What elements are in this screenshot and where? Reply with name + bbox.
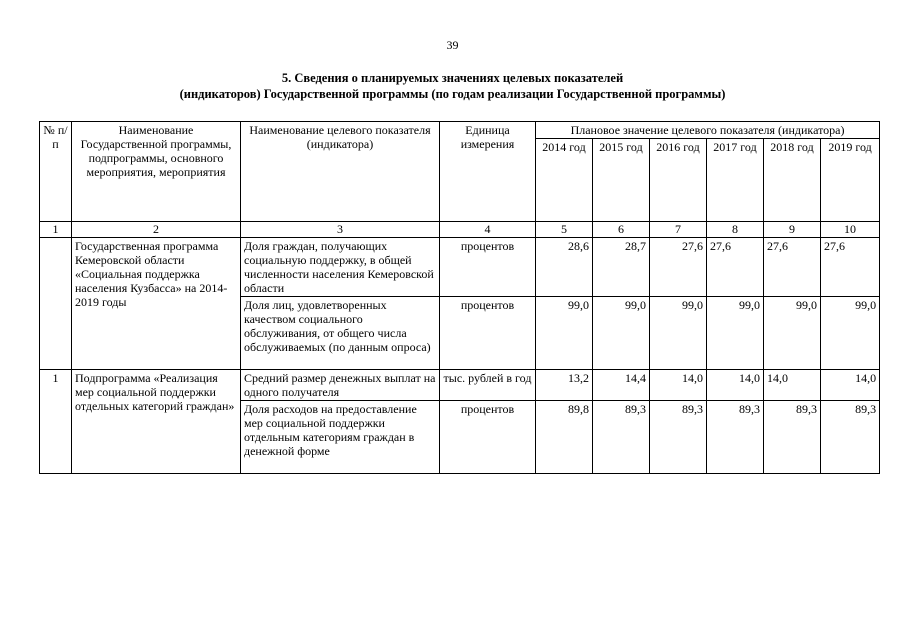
indicator-name: Доля граждан, получающих социальную поддержку, в общей численности населения Кемеровской области (241, 238, 440, 297)
col-number: 10 (821, 222, 880, 238)
value-2017: 89,3 (707, 401, 764, 474)
program-name: Подпрограмма «Реализация мер социальной поддержки отдельных категорий граждан» (72, 370, 241, 474)
value-2018: 14,0 (764, 370, 821, 401)
year-2017: 2017 год (707, 139, 764, 222)
col-number: 9 (764, 222, 821, 238)
header-indicator: Наименование целевого показателя (индикатора) (241, 122, 440, 222)
header-planned: Плановое значение целевого показателя (индикатора) (536, 122, 880, 139)
col-number: 1 (40, 222, 72, 238)
value-2014: 99,0 (536, 297, 593, 370)
value-2017: 27,6 (707, 238, 764, 297)
value-2014: 28,6 (536, 238, 593, 297)
indicator-name: Доля расходов на предоставление мер социальной поддержки отдельным категориям граждан в денежной форме (241, 401, 440, 474)
value-2018: 99,0 (764, 297, 821, 370)
column-numbers-row (40, 222, 880, 238)
indicator-unit: процентов (440, 297, 536, 370)
header-row-1 (40, 122, 880, 139)
value-2015: 89,3 (593, 401, 650, 474)
indicator-name: Средний размер денежных выплат на одного получателя (241, 370, 440, 401)
value-2018: 27,6 (764, 238, 821, 297)
value-2015: 28,7 (593, 238, 650, 297)
col-number: 7 (650, 222, 707, 238)
value-2014: 13,2 (536, 370, 593, 401)
indicator-unit: процентов (440, 401, 536, 474)
year-2014: 2014 год (536, 139, 593, 222)
col-number: 4 (440, 222, 536, 238)
value-2019: 14,0 (821, 370, 880, 401)
value-2019: 89,3 (821, 401, 880, 474)
col-number: 8 (707, 222, 764, 238)
title-line-2: (индикаторов) Государственной программы (по годам реализации Государственной программы) (179, 87, 726, 101)
value-2017: 14,0 (707, 370, 764, 401)
year-2019: 2019 год (821, 139, 880, 222)
value-2017: 99,0 (707, 297, 764, 370)
title-line-1: 5. Сведения о планируемых значениях целевых показателей (281, 71, 624, 85)
col-number: 6 (593, 222, 650, 238)
page-number: 39 (446, 38, 459, 52)
year-2016: 2016 год (650, 139, 707, 222)
value-2014: 89,8 (536, 401, 593, 474)
value-2019: 27,6 (821, 238, 880, 297)
year-2018: 2018 год (764, 139, 821, 222)
value-2019: 99,0 (821, 297, 880, 370)
year-2015: 2015 год (593, 139, 650, 222)
header-num: № п/п (40, 122, 72, 222)
col-number: 5 (536, 222, 593, 238)
section-title (0, 70, 905, 102)
col-number: 2 (72, 222, 241, 238)
value-2015: 99,0 (593, 297, 650, 370)
header-unit: Единица измерения (440, 122, 536, 222)
row-num: 1 (40, 370, 72, 474)
row-num (40, 238, 72, 370)
indicators-table (39, 121, 880, 474)
indicator-name: Доля лиц, удовлетворенных качеством социального обслуживания, от общего числа обслуживаемых (по данным опроса) (241, 297, 440, 370)
value-2015: 14,4 (593, 370, 650, 401)
program-name: Государственная программа Кемеровской области «Социальная поддержка населения Кузбасса» на 2014-2019 годы (72, 238, 241, 370)
value-2016: 89,3 (650, 401, 707, 474)
value-2016: 14,0 (650, 370, 707, 401)
table-row (40, 370, 880, 401)
indicator-unit: тыс. рублей в год (440, 370, 536, 401)
indicator-unit: процентов (440, 238, 536, 297)
value-2016: 27,6 (650, 238, 707, 297)
value-2018: 89,3 (764, 401, 821, 474)
table-row (40, 238, 880, 297)
header-name: Наименование Государственной программы, подпрограммы, основного мероприятия, мероприятия (72, 122, 241, 222)
col-number: 3 (241, 222, 440, 238)
value-2016: 99,0 (650, 297, 707, 370)
